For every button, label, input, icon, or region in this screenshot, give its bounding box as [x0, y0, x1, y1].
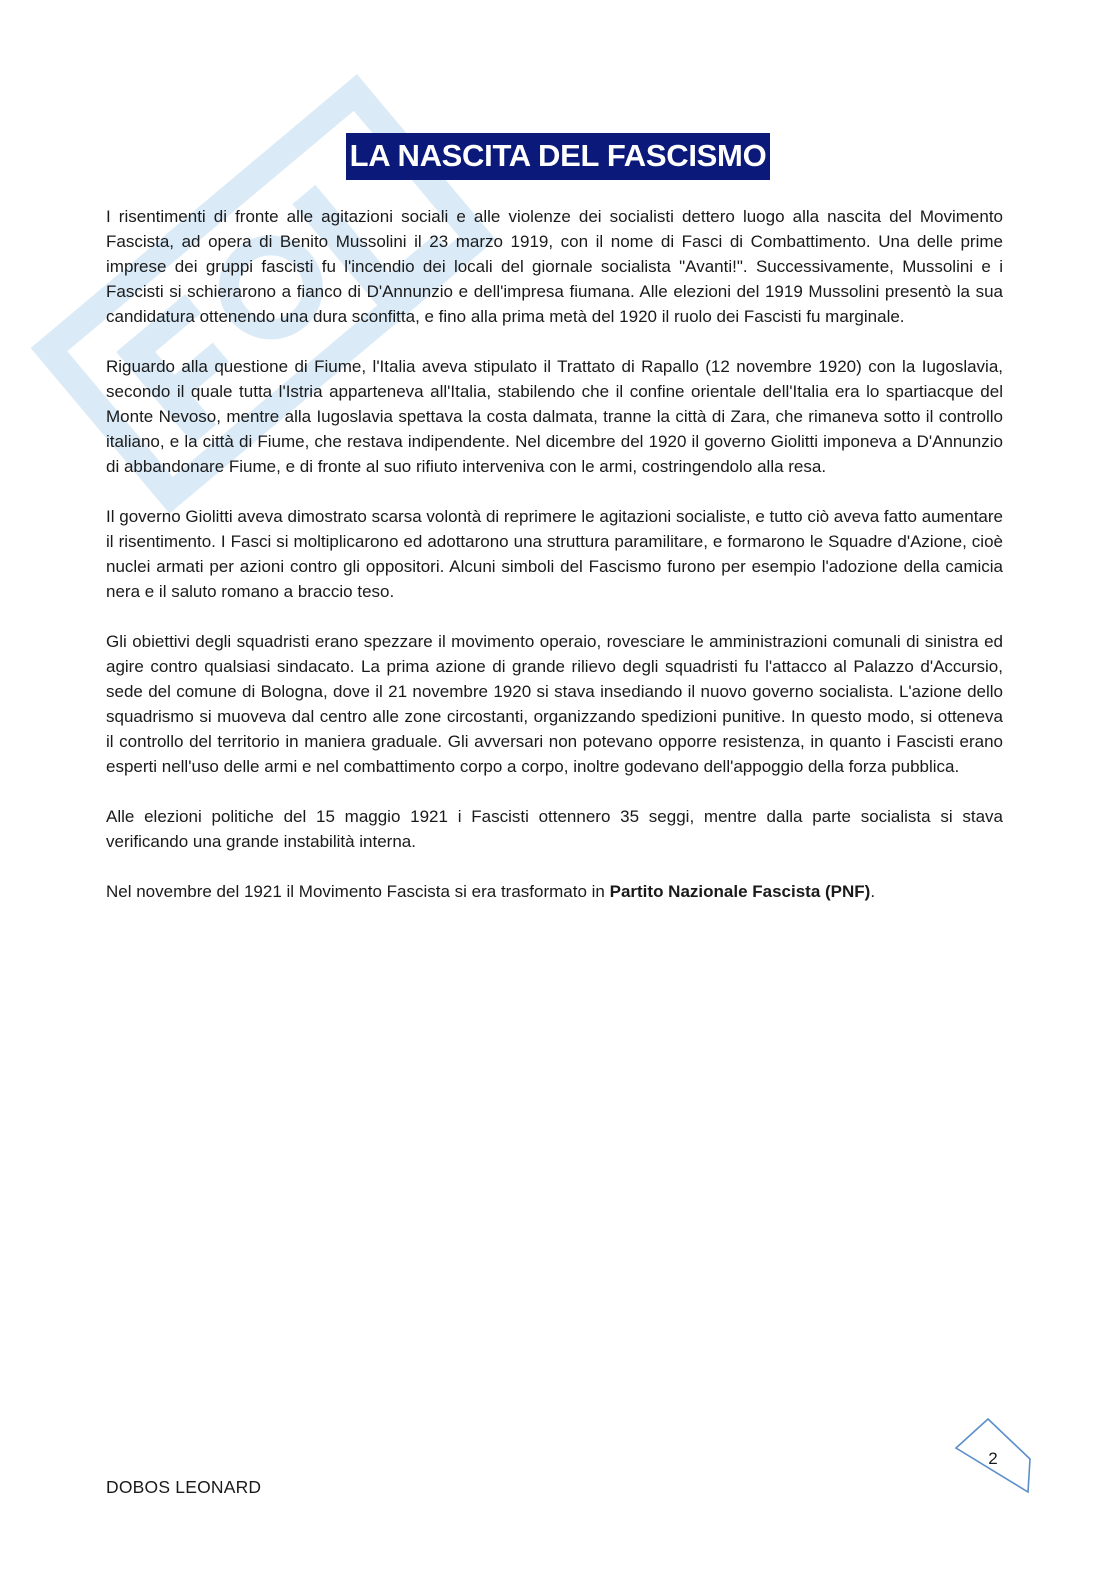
- page-title: LA NASCITA DEL FASCISMO: [346, 133, 771, 180]
- paragraph-1: I risentimenti di fronte alle agitazioni sociali e alle violenze dei socialisti dettero luogo alla nascita del Movimento Fascista, ad opera di Benito Mussolini il 23 marzo 1919, con il nome di Fasci di Combattimento. Una delle prime imprese dei gruppi fascisti fu l'incendio dei locali del giornale socialista "Avanti!". Successivamente, Mussolini e i Fascisti si schierarono a fianco di D'Annunzio e dell'impresa fiumana. Alle elezioni del 1919 Mussolini presentò la sua candidatura ottenendo una dura sconfitta, e fino alla prima metà del 1920 il ruolo dei Fascisti fu marginale.: [106, 207, 1003, 326]
- footer-author: DOBOS LEONARD: [106, 1477, 262, 1497]
- paragraph-6-prefix: Nel novembre del 1921 il Movimento Fascista si era trasformato in: [106, 882, 610, 901]
- paragraph-6: [106, 879, 1003, 904]
- paragraph-6-suffix: .: [870, 882, 876, 901]
- party-name-bold: Partito Nazionale Fascista (PNF): [609, 882, 871, 901]
- paragraph-4: Gli obiettivi degli squadristi erano spezzare il movimento operaio, rovesciare le amministrazioni comunali di sinistra ed agire contro qualsiasi sindacato. La prima azione di grande rilievo degli squadristi fu l'attacco al Palazzo d'Accursio, sede del comune di Bologna, dove il 21 novembre 1920 si stava insediando il nuovo governo socialista. L'azione dello squadrismo si muoveva dal centro alle zone circostanti, organizzando spedizioni punitive. In questo modo, si otteneva il controllo del territorio in maniera graduale. Gli avversari non potevano opporre resistenza, in quanto i Fascisti erano esperti nell'uso delle armi e nel combattimento corpo a corpo, inoltre godevano dell'appoggio della forza pubblica.: [106, 632, 1003, 776]
- title-container: [0, 133, 1116, 180]
- document-body: [106, 204, 1003, 929]
- page-number: 2: [988, 1449, 998, 1468]
- paragraph-2: Riguardo alla questione di Fiume, l'Italia aveva stipulato il Trattato di Rapallo (12 novembre 1920) con la Iugoslavia, secondo il quale tutta l'Istria apparteneva all'Italia, stabilendo che il confine orientale dell'Italia era lo spartiacque del Monte Nevoso, mentre alla Iugoslavia spettava la costa dalmata, tranne la città di Zara, che rimaneva sotto il controllo italiano, e la città di Fiume, che restava indipendente. Nel dicembre del 1920 il governo Giolitti imponeva a D'Annunzio di abbandonare Fiume, e di fronte al suo rifiuto interveniva con le armi, costringendolo alla resa.: [106, 357, 1003, 476]
- paragraph-3: Il governo Giolitti aveva dimostrato scarsa volontà di reprimere le agitazioni socialiste, e tutto ciò aveva fatto aumentare il risentimento. I Fasci si moltiplicarono ed adottarono una struttura paramilitare, e formarono le Squadre d'Azione, cioè nuclei armati per azioni contro gli oppositori. Alcuni simboli del Fascismo furono per esempio l'adozione della camicia nera e il saluto romano a braccio teso.: [106, 507, 1003, 601]
- paragraph-5: Alle elezioni politiche del 15 maggio 1921 i Fascisti ottennero 35 seggi, mentre dalla parte socialista si stava verificando una grande instabilità interna.: [106, 807, 1003, 851]
